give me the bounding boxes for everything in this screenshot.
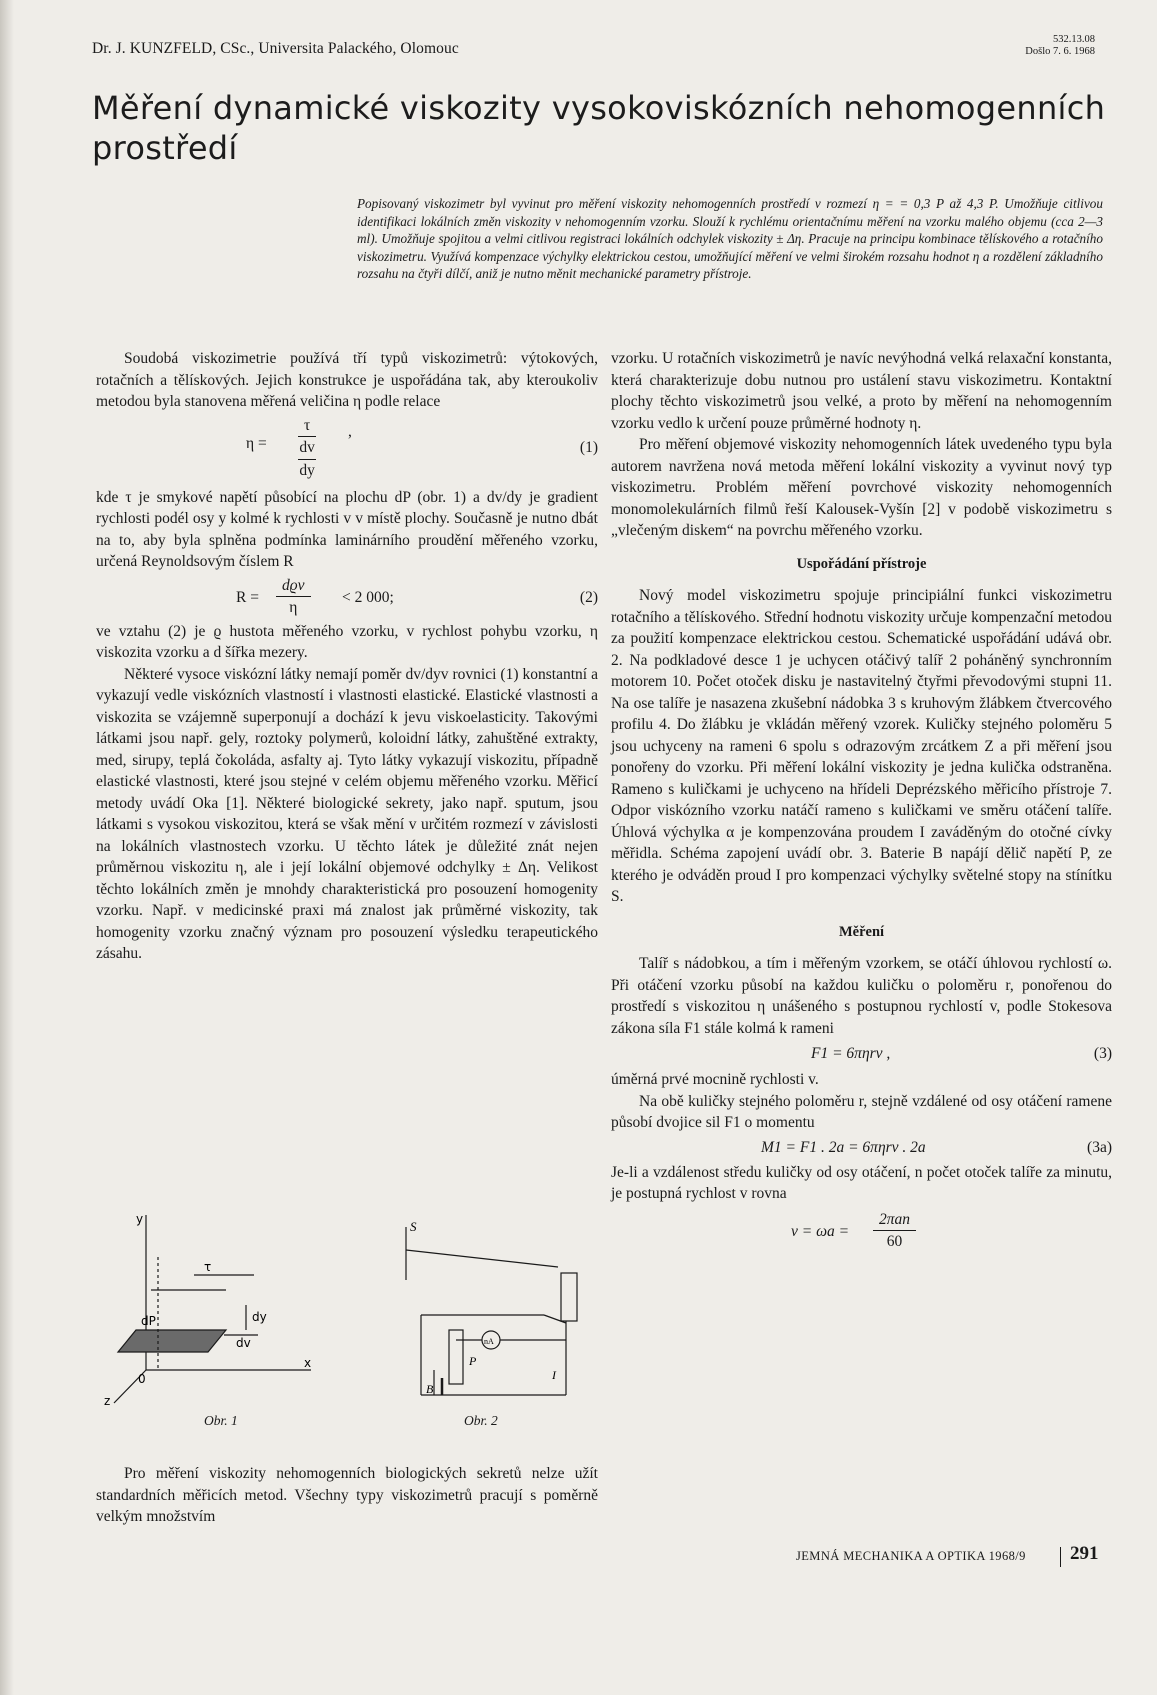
meter-body bbox=[561, 1273, 577, 1321]
eq1-numerator: τ bbox=[298, 415, 316, 438]
figures-area bbox=[96, 1195, 596, 1435]
eq3a-label: (3a) bbox=[1087, 1138, 1112, 1156]
binding-shadow bbox=[0, 0, 14, 1695]
eq4-numerator: 2πan bbox=[873, 1209, 916, 1232]
paragraph: úměrná prvé mocnině rychlosti v. bbox=[611, 1071, 819, 1088]
label-x: x bbox=[304, 1356, 312, 1370]
label-dy: dy bbox=[252, 1310, 267, 1324]
eq1-lhs: η = bbox=[246, 434, 267, 452]
label-nA: nA bbox=[484, 1337, 494, 1346]
paragraph: Soudobá viskozimetrie používá tří typů viskozimetrů: výtokových, rotačních a tělískových. Jejich konstrukce je uspořádána tak, aby kteroukoliv metodou byla stanovena měřená veličina η podle relace bbox=[96, 350, 598, 410]
paragraph: Pro měření objemové viskozity nehomogenních látek uvedeného typu byla autorem navržena nová metoda měření lokální viskozity a vyvinut nový typ viskozimetru. Problém měření povrchové viskozity nehomogenních monomolekulárních filmů řeší Kalousek-Vyšín [2] v podobě viskozimetru s „vlečeným diskem“ na povrchu měřeného vzorku. bbox=[611, 436, 1112, 539]
label-s: S bbox=[410, 1219, 417, 1234]
received-date: Došlo 7. 6. 1968 bbox=[1025, 46, 1095, 57]
label-p: P bbox=[469, 1354, 477, 1368]
paragraph: Některé vysoce viskózní látky nemají poměr dv/dyv rovnici (1) konstantní a vykazují vedle viskózních vlastností i vlastnosti elastické. Elastické vlastnosti a viskozita se vzájemně superponují a dochází k jevu viskoelasticity. Takovými látkami jsou např. gely, roztoky polymerů, koloidní látky, zahuštěné extrakty, med, sirupy, teplá čokoláda, asfalty aj. Tyto látky vykazují viskozitu, případně elastické vlastnosti, které jsou stejné v celém objemu měřeného vzorku. Měřicí metody uvádí Oka [1]. Některé biologické sekrety, jako např. sputum, jsou látkami s vysokou viskozitou, která se však mění v určitém rozmezí v závislosti na lokálních vlastnostech vzorku. U těchto látek je důležité znát nejen průměrnou viskozitu η, ale i její lokální objemové odchylky ± Δη. Velikost těchto lokálních změn je mnohdy charakteristická pro posouzení homogenity vzorku. Např. v medicinské praxi má znalost jak průměrné viskozity, tak homogenity vzorku značný význam pro posouzení výsledku terapeutického zásahu. bbox=[96, 665, 598, 962]
eq4-lhs: v = ωa = bbox=[791, 1222, 850, 1240]
udc-code: 532.13.08 bbox=[1053, 34, 1095, 45]
left-column-bottom bbox=[96, 1463, 598, 1528]
paragraph: Talíř s nádobkou, a tím i měřeným vzorkem, se otáčí úhlovou rychlostí ω. Při otáčení vzorku působí na každou kuličku o poloměru r, ponořenou do prostředí s viskozitou η unášeného s postupnou rychlostí v, podle Stokesova zákona síla F1 stále kolmá k rameni bbox=[611, 955, 1112, 1037]
paragraph: Pro měření viskozity nehomogenních biologických sekretů nelze užít standardních měřicích metod. Všechny typy viskozimetrů pracují s poměrně velkým množstvím bbox=[96, 1465, 598, 1525]
paragraph: Na obě kuličky stejného poloměru r, stejně vzdálené od osy otáčení ramene působí dvojice sil F1 o momentu bbox=[611, 1092, 1112, 1131]
paragraph: kde τ je smykové napětí působící na plochu dP (obr. 1) a dv/dy je gradient rychlosti podél osy y kolmé k rychlosti v v místě plochy. Současně je nutno dbát na to, aby byla splněna podmínka laminárního proudění měřeného vzorku, určená Reynoldsovým číslem R bbox=[96, 488, 598, 570]
eq4-denominator: 60 bbox=[886, 1233, 903, 1250]
eq3-label: (3) bbox=[1093, 1045, 1112, 1062]
section-heading: Měření bbox=[838, 923, 885, 940]
equation-3a bbox=[611, 1136, 1112, 1160]
wire-to-meter bbox=[544, 1315, 566, 1323]
paragraph: Je-li a vzdálenost středu kuličky od osy otáčení, n počet otoček talíře za minutu, je postupná rychlost v rovna bbox=[611, 1163, 1112, 1202]
left-column bbox=[96, 348, 598, 965]
eq3-body: F1 = 6πηrv , bbox=[811, 1045, 891, 1062]
label-z: z bbox=[104, 1394, 111, 1408]
figure-1-caption: Obr. 1 bbox=[204, 1413, 238, 1428]
eq1-comma: , bbox=[348, 422, 352, 440]
eq1-den-bottom: dy bbox=[299, 461, 315, 479]
label-tau: τ bbox=[204, 1260, 212, 1274]
eq2-numerator: dϱv bbox=[276, 575, 311, 598]
eq2-rhs: < 2 000; bbox=[342, 588, 394, 606]
footer-separator bbox=[1060, 1547, 1061, 1567]
section-heading: Uspořádání přístroje bbox=[796, 555, 927, 572]
eq3a-body: M1 = F1 . 2a = 6πηrv . 2a bbox=[761, 1138, 926, 1156]
divider-p bbox=[449, 1330, 463, 1384]
author-line: Dr. J. KUNZFELD, CSc., Universita Palackého, Olomouc bbox=[92, 40, 459, 57]
abstract: Popisovaný viskozimetr byl vyvinut pro měření viskozity nehomogenních prostředí v rozmezí η = = 0,3 P až 4,3 P. Umožňuje citlivou identifikaci lokálních změn viskozity v nehomogenním vzorku. Slouží k rychlému orientačnímu měření na vzorku malého objemu (cca 2—3 ml). Umožňuje spojitou a velmi citlivou registraci lokálních odchylek viskozity ± Δη. Pracuje na principu kombinace tělískového a rotačního viskozimetru. Využívá kompenzace výchylky elektrickou cestou, umožňující měření ve velmi širokém rozsahu hodnot η a rozdělení základního rozsahu na čtyři dílčí, aniž je nutno měnit mechanické parametry přístroje. bbox=[357, 196, 1103, 281]
label-dp: dP bbox=[141, 1314, 156, 1328]
area-dp-plate bbox=[118, 1330, 226, 1352]
light-beam bbox=[406, 1250, 558, 1267]
journal-footer: JEMNÁ MECHANIKA A OPTIKA 1968/9 bbox=[796, 1549, 1026, 1563]
right-column bbox=[611, 348, 1112, 1259]
eq1-den-top: dv bbox=[298, 437, 316, 460]
page-number: 291 bbox=[1070, 1543, 1099, 1564]
eq2-fraction bbox=[276, 575, 311, 619]
article-title: Měření dynamické viskozity vysokoviskózních nehomogenních prostředí bbox=[92, 89, 1106, 167]
eq2-denominator: η bbox=[289, 599, 298, 616]
label-y: y bbox=[136, 1212, 144, 1226]
paragraph: vzorku. U rotačních viskozimetrů je navíc nevýhodná velká relaxační konstanta, která charakterizuje dobu nutnou pro ustálení stavu viskozimetru. Kontaktní plochy těchto viskozimetrů jsou velké, a proto by měření na nehomogenním vzorku vedlo k určení pouze průměrné hodnoty η. bbox=[611, 350, 1112, 432]
equation-2 bbox=[96, 575, 598, 619]
figure-2-caption: Obr. 2 bbox=[464, 1413, 498, 1428]
label-b: B bbox=[426, 1382, 434, 1396]
equation-3 bbox=[611, 1041, 1112, 1067]
equation-4 bbox=[611, 1207, 1112, 1257]
eq1-label: (1) bbox=[579, 438, 598, 456]
eq2-lhs: R = bbox=[236, 588, 259, 606]
paragraph: ve vztahu (2) je ϱ hustota měřeného vzorku, v rychlost pohybu vzorku, η viskozita vzorku a d šířka mezery. bbox=[96, 622, 598, 661]
eq2-label: (2) bbox=[579, 588, 598, 606]
label-i: I bbox=[552, 1368, 556, 1382]
label-dv: dv bbox=[236, 1336, 251, 1350]
udc-block bbox=[1025, 34, 1095, 58]
eq1-fraction bbox=[298, 415, 316, 482]
equation-1 bbox=[96, 415, 598, 479]
paragraph: Nový model viskozimetru spojuje principiální funkci viskozimetru rotačního a tělískového. Střední hodnotu viskozity určuje kompenzační metodou za použití kompenzace elektrickou cestou. Schematické uspořádání udává obr. 2. Na podkladové desce 1 je uchycen otáčivý talíř 2 poháněný synchronním motorem 10. Počet otoček disku je nastavitelný čtyřmi převodovými stupni 11. Na ose talíře je nasazena zkušební nádobka 3 s kruhovým žlábkem čtvercového profilu 4. Do žlábku je vkládán měřený vzorek. Kuličky stejného poloměru 5 jsou uchyceny na rameni 6 spolu s odrazovým zrcátkem Z a při měření jsou ponořeny do vzorku. Při měření lokální viskozity je jedna kulička odstraněna. Rameno s kuličkami je uchyceno na hřídeli Deprézského měřicího přístroje 7. Odpor viskózního vzorku natáčí rameno s kuličkami ve směru otáčení talíře. Úhlová výchylka α je kompenzována proudem I zaváděným do otočné cívky měřidla. Schéma zapojení uvádí obr. 3. Baterie B napájí dělič napětí P, ze kterého je odváděn proud I pro kompenzaci výchylky světelné stopy na stínítku S. bbox=[611, 587, 1112, 905]
label-origin: 0 bbox=[138, 1372, 146, 1386]
figure-1-and-2 bbox=[96, 1195, 596, 1435]
eq4-fraction bbox=[873, 1209, 916, 1253]
